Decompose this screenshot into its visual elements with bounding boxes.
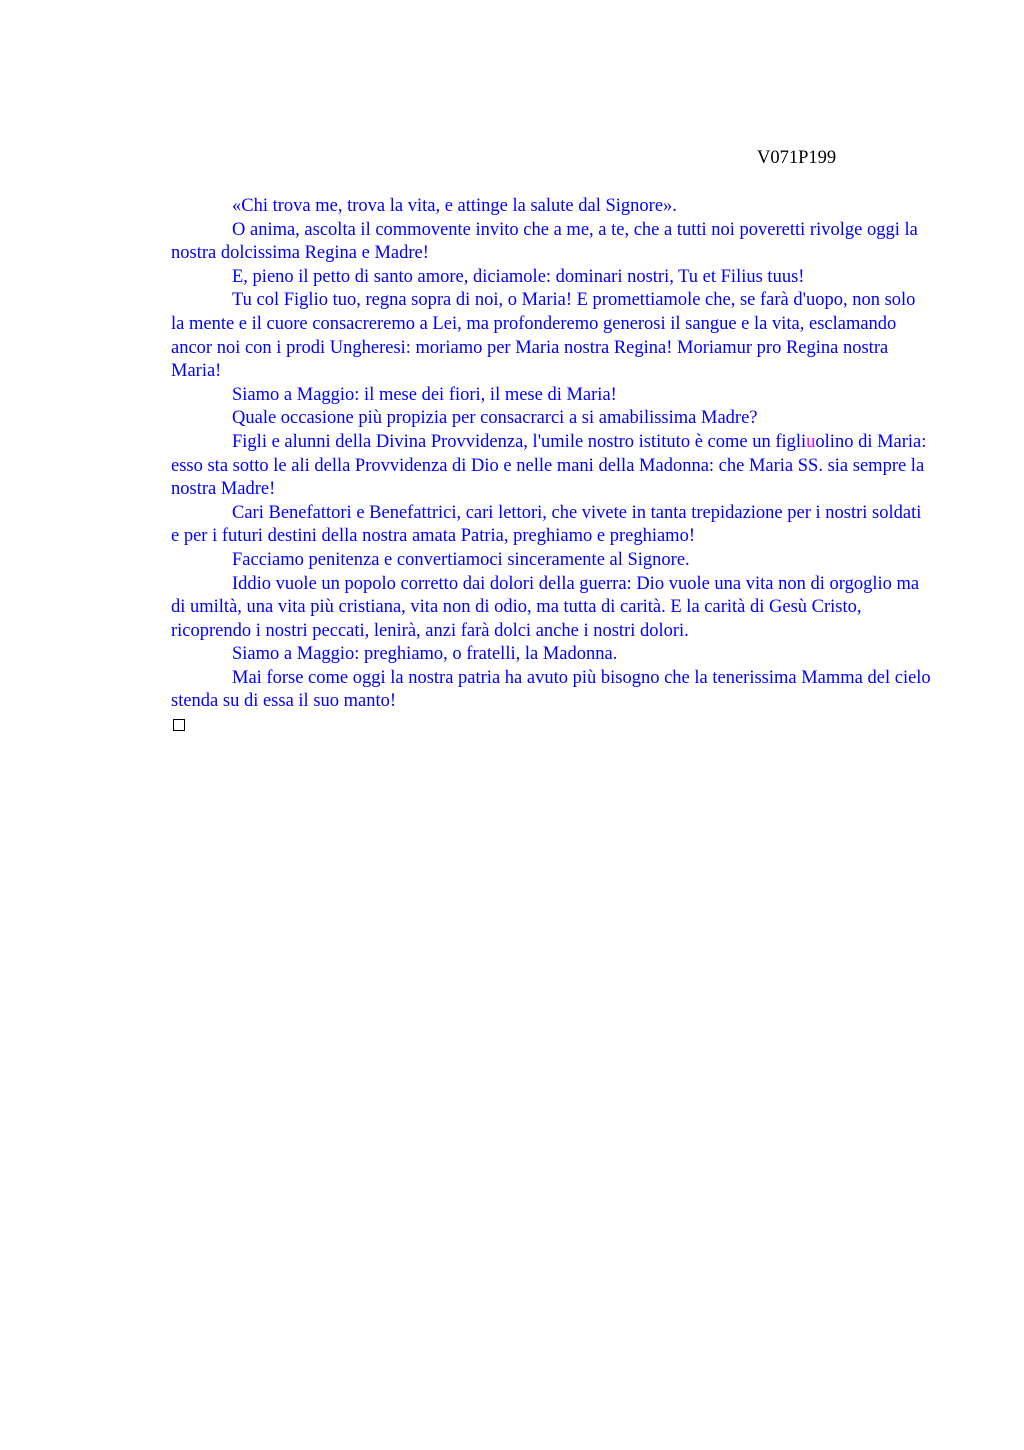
paragraph: Iddio vuole un popolo corretto dai dolori della guerra: Dio vuole una vita non di orgoglio ma di umiltà, una vita più cristiana, vita non di odio, ma tutta di carità. E la carità di Gesù Cristo, ricoprendo i nostri peccati, lenirà, anzi farà dolci anche i nostri dolori. xyxy=(171,573,920,641)
paragraph: «Chi trova me, trova la vita, e attinge la salute dal Signore». xyxy=(232,196,677,216)
paragraph: Cari Benefattori e Benefattrici, cari lettori, che vivete in tanta trepidazione per i nostri soldati e per i futuri destini della nostra amata Patria, preghiamo e preghiamo! xyxy=(171,502,922,547)
paragraph: Siamo a Maggio: preghiamo, o fratelli, la Madonna. xyxy=(232,644,618,665)
paragraph xyxy=(171,431,933,502)
paragraph: Siamo a Maggio: il mese dei fiori, il mese di Maria! xyxy=(232,384,617,405)
paragraph: Tu col Figlio tuo, regna sopra di noi, o Maria! E promettiamole che, se farà d'uopo, non solo la mente e il cuore consacreremo a Lei, ma profonderemo generosi il sangue e la vita, esclamando ancor noi con i prodi Ungheresi: moriamo per Maria nostra Regina! Moriamur pro Regina nostra Maria! xyxy=(171,290,916,382)
paragraph-text: Figli e alunni della Divina Provvidenza, l'umile nostro istituto è come un figli xyxy=(232,431,807,452)
page-code: V071P199 xyxy=(757,148,837,168)
highlighted-letter: u xyxy=(806,431,816,452)
paragraph: O anima, ascolta il commovente invito che a me, a te, che a tutti noi poveretti rivolge oggi la nostra dolcissima Regina e Madre! xyxy=(171,219,918,264)
paragraph: E, pieno il petto di santo amore, diciamole: dominari nostri, Tu et Filius tuus! xyxy=(232,266,805,287)
paragraph: Mai forse come oggi la nostra patria ha avuto più bisogno che la tenerissima Mamma del cielo stenda su di essa il suo manto! xyxy=(171,667,931,712)
end-of-text-box-icon xyxy=(173,719,185,731)
paragraph: Quale occasione più propizia per consacrarci a si amabilissima Madre? xyxy=(232,408,758,429)
document-body xyxy=(171,195,933,731)
paragraph: Facciamo penitenza e convertiamoci sinceramente al Signore. xyxy=(232,549,690,570)
paragraph-text: olino di Maria: esso sta sotto le ali della Provvidenza di Dio e nelle mani della Madonna: che Maria SS. sia sempre la nostra Madre! xyxy=(171,431,927,500)
